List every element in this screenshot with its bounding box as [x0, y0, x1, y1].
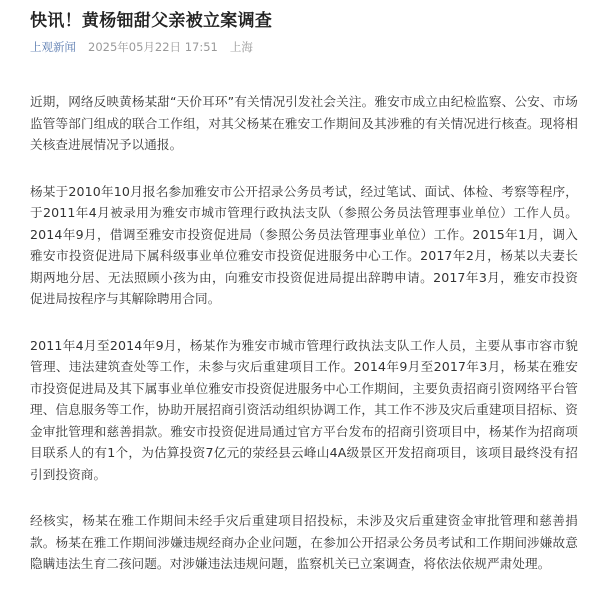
article-paragraph-1: 近期，网络反映黄杨某甜“天价耳环”有关情况引发社会关注。雅安市成立由纪检监察、公安、市场监管等部门组成的联合工作组，对其父杨某在雅安工作期间及其涉雅的有关情况进行核查。现将相关核查进展情况予以通报。 [30, 94, 578, 152]
article-paragraph-4: 经核实，杨某在雅工作期间未经手灾后重建项目招投标，未涉及灾后重建资金审批管理和慈善捐款。杨某在雅工作期间涉嫌违规经商办企业问题，在参加公开招录公务员考试和工作期间涉嫌故意隐瞒违法生育二孩问题。对涉嫌违法违规问题，监察机关已立案调查，将依法依规严肃处理。 [30, 513, 578, 571]
article-source[interactable]: 上观新闻 [30, 40, 76, 54]
article-date [88, 39, 218, 55]
article-time: 17:51 [184, 40, 218, 54]
article-paragraph-2: 杨某于2010年10月报名参加雅安市公开招录公务员考试，经过笔试、面试、体检、考察等程序，于2011年4月被录用为雅安市城市管理行政执法支队（参照公务员法管理事业单位）工作人员。2014年9月，借调至雅安市投资促进局（参照公务员法管理事业单位）工作。2015年1月，调入雅安市投资促进局下属科级事业单位雅安市投资促进服务中心工作。2017年2月，杨某以夫妻长期两地分居、无法照顾小孩为由，向雅安市投资促进局提出辞聘申请。2017年3月，雅安市投资促进局按程序与其解除聘用合同。 [30, 183, 578, 306]
article-date-day: 2025年05月22日 [88, 40, 182, 54]
article-title: 快讯！黄杨钿甜父亲被立案调查 [30, 11, 273, 31]
article-meta [30, 39, 578, 55]
article-location: 上海 [229, 40, 253, 54]
article-body [30, 91, 578, 575]
article-paragraph-3: 2011年4月至2014年9月，杨某作为雅安市城市管理行政执法支队工作人员，主要从事市容市貌管理、违法建筑查处等工作，未参与灾后重建项目工作。2014年9月至2017年3月，杨某在雅安市投资促进局及其下属事业单位雅安市投资促进服务中心工作期间，主要负责招商引资网络平台管理、信息服务等工作，协助开展招商引资活动组织协调工作，其工作不涉及灾后重建项目招标、资金审批管理和慈善捐款。雅安市投资促进局通过官方平台发布的招商引资项目中，杨某作为招商项目联系人的有1个，为估算投资7亿元的荥经县云峰山4A级景区开发招商项目，该项目最终没有招引到投资商。 [30, 337, 578, 482]
